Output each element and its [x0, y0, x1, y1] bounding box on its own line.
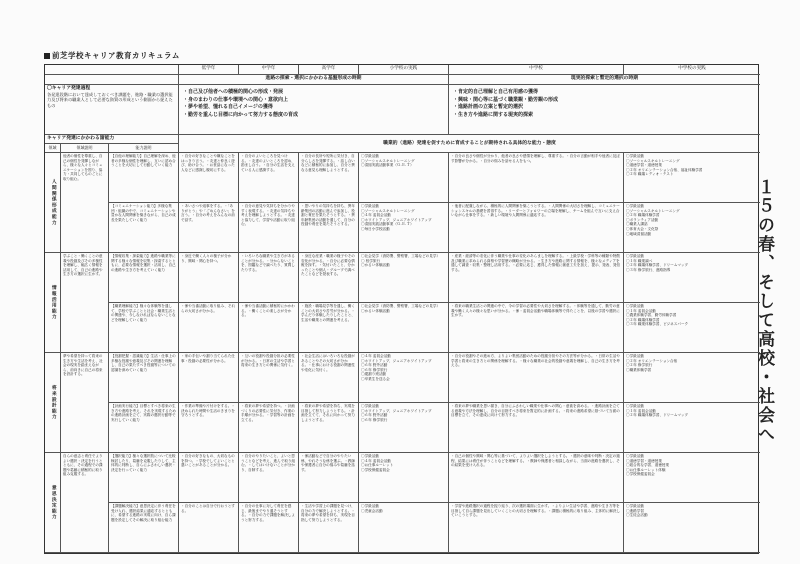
- ability-cell: ・作業の準備や片付けをする。・決められた時間や生活のきまりを守ろうとする。: [179, 403, 239, 453]
- goal-jr-2: ・興味・関心等に基づく職業観・勤労観の形成: [453, 96, 559, 103]
- goal-elem-2: ・身のまわりの仕事や環境への関心・意欲向上: [183, 96, 289, 103]
- ability-cell: 〇社会見学（消防署、警察署、工場などの見学） 〇 校学旅行 〇かるい体験活動: [359, 253, 449, 303]
- ability-cell: ・互いの役割や役割分担の必要性が分かる。・日常の生活や学習と将来の生き方との関係に気付く。: [239, 353, 299, 403]
- ability-cell: ・自分の役割やその進め方、よりよい集団活動のための役割分担やその方法等が分かる。・日常の生活や学習と将来の生き方との関係を理解する。・様々な職業の社会的役割や意義を理解し、自己の生き方を考える。: [449, 353, 624, 403]
- goal-jr-3: ・進路計画の立案と暫定的選択: [453, 104, 524, 110]
- ability-cell: 〇社会見学（消防署、警察署、工場などの見学） 〇かるい体験活動: [359, 303, 449, 353]
- career-process-text: 各発達段階において達成しておくべき課題を、進路・職業の選択能力及び将来の職業人として必要な資質の形成という側面から捉えたもの: [47, 92, 173, 108]
- ability-cell: 〇学級活動 〇ソーシャルスキルトレーニング 〇４年 委員会活動 〇ホワイトアップ、ジュニアホワイトアップ 〇清掃実践活動事業（Ｇ.Ｅ.Ｔ） 〇毎日小学校活動: [359, 203, 449, 253]
- ability-cell: ・自分の仕事に対して責任を感じ、最後までやり通そうとする。・自分の力で課題を解決しようと努力する。: [239, 503, 299, 553]
- ability-description: 【コミュニケーション能力】多様な集団・組織の中で、コミュニケーションや豊かな人間関係を築きながら、自己の成長を果たしていく能力: [109, 203, 179, 253]
- header-junior-practice: 中学校の実践: [624, 65, 760, 75]
- ability-cell: 〇学級活動 〇ホワイトアップ、ジュニアホワイトアップ 〇６年 野外活動 〇６年 修学旅行: [359, 403, 449, 453]
- header-grade-high: 高学年: [299, 65, 359, 75]
- ability-cell: ・身近な産業・職業の様子やその変化が分かる。・自分に必要な情報を探す。・気付いたこと、分かったことや個人・グループで調べたことなどを発表する。: [299, 253, 359, 303]
- page-title-text: 前芝学校キャリア教育カリキュラム: [52, 51, 180, 60]
- common-ability-heading: 職業的（進路）発達を促すために育成することが期待される具体的な能力・態度: [179, 135, 760, 153]
- ability-cell: 〇学級活動 〇１年 職業調べ 〇２年 職場体験学習、ドリームマップ 〇３年 修学旅行、進路指導: [624, 253, 760, 303]
- period-junior: 現実的探索と暫定的選択の時期: [449, 75, 760, 85]
- header-junior-high: 中学校: [449, 65, 624, 75]
- ability-cell: ・係活動などで自分のやりたい係、やれそうな係を選ぶ。・教師や保護者に自分の悩みや葛藤を話す。: [299, 453, 359, 503]
- ability-cell: 〇学級活動 〇児童会活動: [359, 503, 449, 553]
- ability-cell: 〇学級活動 〇ソーシャルスキルトレーニング 〇道徳学習・道徳授業 〇２年 オリエンテーション合宿、福祉体験学習 〇２年 職場レディオ・テスト: [624, 153, 760, 203]
- goals-junior: [449, 85, 760, 135]
- ability-cell: 〇学級活動 〇ソーシャルスキルトレーニング 〇清掃実践活動事業（Ｇ.Ｅ.Ｔ）: [359, 153, 449, 203]
- header-blank: [45, 65, 179, 75]
- header-grade-mid: 中学年: [239, 65, 299, 75]
- col-ability-desc: 能力説明: [109, 144, 179, 153]
- domain-description: 夢や希望を持って将来の生き方や生活を考え、社会の現実を踏まえながら、前向きに自己の将来を設計する。: [61, 353, 109, 453]
- ability-heading: キャリア発達にかかわる諸能力: [45, 135, 179, 144]
- goals-elementary: [179, 85, 449, 135]
- ability-cell: ・思いやりの気持ちを持ち、異年齢集団の活動に進んで参加し、役割と責任を果たそうとする。・異年齢集団の活動を通して、自分の役割や責任を果たそうとする。: [299, 203, 359, 253]
- ability-cell: ・あいさつや返事をする。・「ありがとう」や「ごめんなさい」を言う。・自分の考えをみんなの前で話す。: [179, 203, 239, 253]
- ability-cell: ・自分のことは自分で行おうとする。: [179, 503, 239, 553]
- ability-cell: ・産業・経済等の変化に伴う職業や仕事の変化のあらましを理解する。・上級学校・学科等の種類や特徴及び職業に求められる資格や学習歴の概略が分かる。・生き方や進路に関する情報を、様々なメディアを通して調査・収集・整理し活用する。・必要に応じ、獲得した情報に創意工夫を加え、提示、発表、発信する。: [449, 253, 624, 303]
- ability-cell: ・社会生活にはいろいろな役割があることやその大切さが分かる。・仕事における役割の関連性や変化に気付く。: [299, 353, 359, 403]
- square-bullet-icon: [44, 53, 50, 59]
- page-title: [44, 50, 180, 61]
- ability-description: 【課題解決能力】意思決定に伴う責任を受け入れ、選択結果に適応するとともに、希望する進路の実現に向け、自ら課題を設定してその解決に取り組む能力: [109, 503, 179, 553]
- col-domain: 領域: [45, 144, 61, 153]
- side-vertical-text: １５の春、そして高校・社会へ: [754, 178, 774, 444]
- header-blank-2: [45, 75, 179, 85]
- ability-cell: 〇学級活動 〇１年 委員会活動 〇農業体験学習、勤労体験学習 〇２年 職場体験学習 〇３年 職業体験学習、ビジネスパーク: [624, 303, 760, 353]
- goal-elem-1: ・自己及び他者への積極的関心の形成・発展: [183, 89, 284, 95]
- domain-name: 情報活用能力: [45, 253, 61, 353]
- ability-description: 【計画実行能力】目標とすべき将来の生き方や進路を考え、それを実現するための進路計画を立て、実際の選択行動等で実行していく能力: [109, 403, 179, 453]
- ability-cell: ・係や当番活動に積極的にかかわる。・働くことの楽しさが分かる。: [239, 303, 299, 353]
- goal-elem-3: ・夢や希望、憧れる自己イメージの獲得: [183, 104, 273, 110]
- ability-cell: 〇学級活動 〇２年 オリエンテーション合宿 〇２年 修学旅行 〇職業体験学習: [624, 353, 760, 403]
- ability-cell: ・自分の長所や短所に気付き、自分らしさを発揮する。・話し合いなどに積極的に参加し、自分と異なる意見も理解しようとする。: [299, 153, 359, 203]
- ability-cell: ・いろいろな職業や生き方があることが分かる。・分からないことを、図鑑などで調べたり、質問したりする。: [239, 253, 299, 303]
- ability-cell: ・施設・職場見学等を通し、働くことの大切さや苦労が分かる。・学んだり体験したりしたことと、生活や職業との関連を考える。: [299, 303, 359, 353]
- ability-description: 【役割把握・認識能力】生活・仕事上の多様な役割や意義及びその関連を理解し、自己の果たすべき役割等についての認識を深めていく能力: [109, 353, 179, 403]
- col-domain-desc: 領域説明: [61, 144, 109, 153]
- goal-elem-4: ・勤労を重んじ目標に向かって努力する態度の育成: [183, 111, 299, 118]
- ability-description: 【自他の理解能力】自己理解を深め、他者の多様な個性を理解し、互いに認め合うことを大切にして行動していく能力: [109, 153, 179, 203]
- ability-cell: 〇学級活動 〇道徳学習・道徳授業 〇総合的な学習、道徳授業 〇お仕事ルーレット体験 〇学校保健委員会: [624, 453, 760, 503]
- ability-description: 【情報収集・探索能力】進路や職業等に関する様々な情報を収集・探索するとともに、必要な情報を選択・活用し、自己の進路や生き方を考えていく能力: [109, 253, 179, 303]
- ability-cell: 〇４年 委員会活動 〇ホワイトアップ、ジュニアホワイトアップ 〇６年 野外活動 〇６年 修学旅行 〇縦割り班活動 〇卒業生を送る会: [359, 353, 449, 403]
- domain-name: 意思決定能力: [45, 453, 61, 553]
- ability-cell: 〇学級活動 〇ソーシャルスキルトレーニング 〇２年 職場体験学習 〇ボランティア活動 〇職業人講話 〇体育大会・文化祭 〇地域清掃活動: [624, 203, 760, 253]
- domain-name: 将来設計能力: [45, 353, 61, 453]
- header-grade-low: 低学年: [179, 65, 239, 75]
- ability-cell: ・自分の好きなことや嫌なことをはっきり言う。・友達と仲良く遊び、助け合う。・お世話になった人などに感謝し親切にする。: [179, 153, 239, 203]
- ability-cell: 〇学級活動 〇進路学習 〇生徒会活動: [624, 503, 760, 553]
- period-elementary: 進路の探索・選択にかかわる基盤形成の時期: [179, 75, 449, 85]
- ability-description: 【職業理解能力】様々な体験等を通して、学校で学ぶことと社会・職業生活との関連や、今しなければならないことなどを理解していく能力: [109, 303, 179, 353]
- ability-cell: ・身近で働く人々の様子が分かり、興味・関心を持つ。: [179, 253, 239, 303]
- ability-cell: 〇学級活動 〇１年 委員会活動 〇２年 職場体験学習、ドリームマップ: [624, 403, 760, 453]
- header-elementary-practice: 小学校の実践: [359, 65, 449, 75]
- ability-cell: ・生活や学習上の課題を見つけ、自分の力で解決しようとする。・将来の夢や希望を持ち、実現を目指して努力しようとする。: [299, 503, 359, 553]
- ability-cell: ・自分の好きなもの、大切なものを持つ。・学校でしてよいことと悪いことがあることが分かる。: [179, 453, 239, 503]
- ability-cell: ・将来の職業生活との関連の中で、今の学習の必要性や大切さを理解する。・体験等を通して、勤労の意義や働く人々の様々な思いが分かる。・係・委員会活動や職場体験等で得たことを、以後の学習や選択に生かす。: [449, 303, 624, 353]
- goal-jr-4: ・生き方や進路に関する現実的探索: [453, 111, 534, 118]
- ability-cell: ・自分のやりたいこと、よいと思うことなどを考え、進んで取り組む。・してはいけないことが分かり、自制する。: [239, 453, 299, 503]
- curriculum-table: [44, 64, 759, 554]
- ability-cell: ・学習や進路選択の過程を振り返り、次の選択場面に生かす。・よりよい生活や学習、進路や生き方等を目指して自ら課題を見出していくことの大切さを理解する。・課題に積極的に取り組み、主体的に解決していこうとする。: [449, 503, 624, 553]
- ability-cell: ・係や当番活動に取り組み、それらの大切さが分かる。: [179, 303, 239, 353]
- domain-name: 人間関係形成能力: [45, 153, 61, 253]
- goal-jr-1: ・肯定的自己理解と自己有用感の獲得: [453, 89, 539, 95]
- career-process-box: [45, 85, 179, 135]
- ability-cell: ・自分の意見や気持ちを分かりやすく表現する。・友達の気持ちや考えを理解しようとする。・友達と協力して、学習や活動に取り組む。: [239, 203, 299, 253]
- ability-cell: 〇学級活動 〇４年 委員会活動 〇お仕事ルーレット 〇学校保健委員会: [359, 453, 449, 503]
- ability-cell: ・将来の夢や希望を持つ。・計画づくりの必要性に気付き、作業の手順が分かる。・学習等の計画を立てる。: [239, 403, 299, 453]
- ability-cell: ・自分の良さや個性が分かり、他者の良さや感情を理解し、尊重する。・自分の言動が相手や他者に及ぼす影響が分かる。・自分の悩みを話せる人をもつ。: [449, 153, 624, 203]
- ability-cell: ・将来の夢や希望を持ち、実現を目指して努力しようとする。・計画を立てて、それに向かって努力しようとする。: [299, 403, 359, 453]
- ability-cell: ・自分のよいところを見つける。・友達のよいところを認め、励まし合う。・自分の生活を支えている人に感謝する。: [239, 153, 299, 203]
- domain-description: 他者の個性を尊重し、自己の個性を発揮しながら、様々な人々とコミュニケーションを図り、協力・共同してものごとに取り組む。: [61, 153, 109, 253]
- career-process-heading: 〇キャリア発達過程: [47, 86, 91, 91]
- ability-cell: ・自己の個性や興味・関心等に基づいて、よりよい選択をしようとする。・選択の意味や判断・決定の過程、結果には責任が伴うことなどを理解する。・教師や保護者と相談しながら、当面の進路を選択し、その結果を受け入れる。: [449, 453, 624, 503]
- ability-cell: ・他者に配慮しながら、積極的に人間関係を築こうとする。・人間関係の大切さを理解し、コミュニケーションスキルの基礎を習得する。・リーダーとフォロワーの立場を理解し、チームを組んで互いに支え合いながら仕事をする。・新しい環境や人間関係に適応する。: [449, 203, 624, 253]
- domain-description: 自らの意志と責任でよりよい選択・決定を行うとともに、その過程での課題や葛藤に積極的に取り組み克服する。: [61, 453, 109, 553]
- ability-cell: ・将来の夢や職業を思い描き、自分にふさわしい職業や仕事への関心・意欲を高める。・進路計画を立てる意義や方法を理解し、自分の目指すべき将来を暫定的に計画する。・将来の進路希望に基づいて当面の目標を立て、その達成に向けて努力する。: [449, 403, 624, 453]
- ability-cell: ・家の手伝いや割り当てられた仕事・役割の必要性が分かる。: [179, 353, 239, 403]
- domain-description: 学ぶこと・働くことの意義や役割及びその多様性を理解し、幅広く情報を活用して、自己の進路や生き方の選択に生かす。: [61, 253, 109, 353]
- ability-description: 【選択能力】様々な選択肢について比較検討したり、葛藤を克服したりして、主体的に判断し、自らにふさわしい選択・決定を行っていく能力: [109, 453, 179, 503]
